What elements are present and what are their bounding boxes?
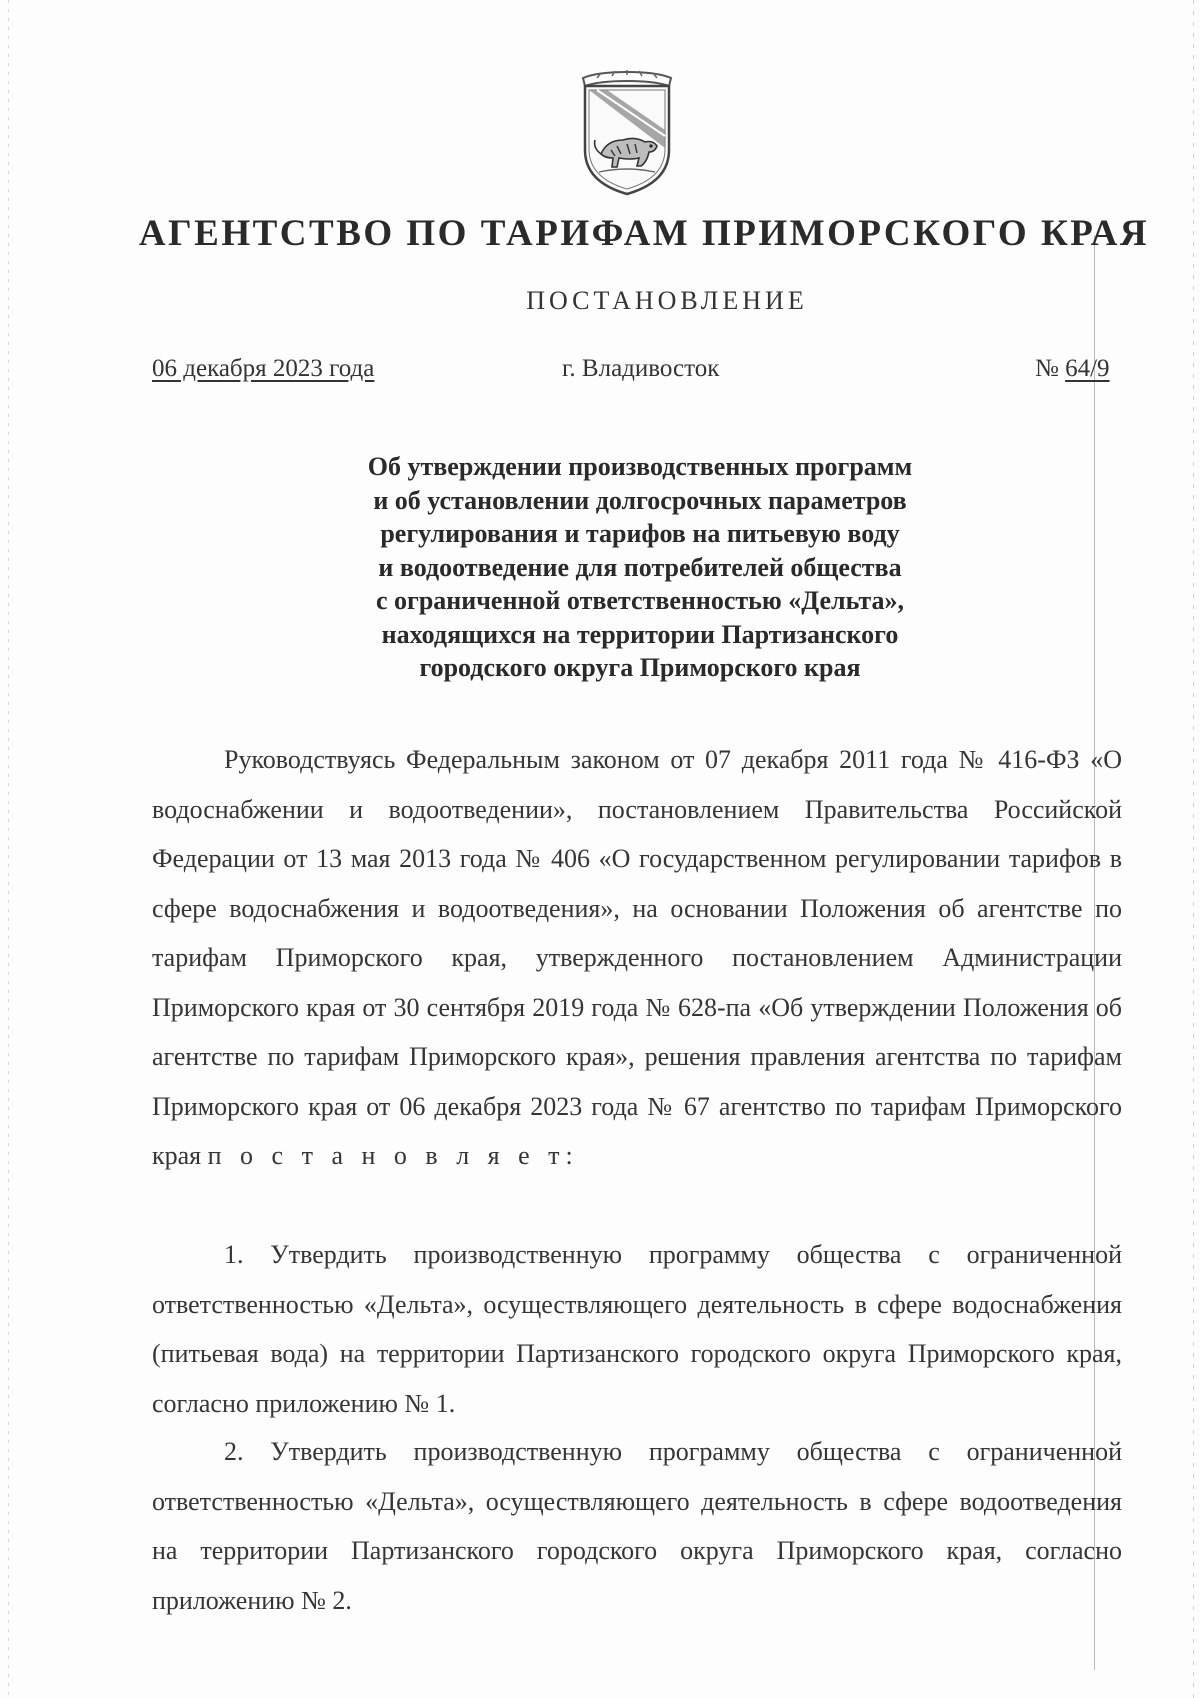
coat-of-arms-emblem	[577, 70, 677, 196]
number-value: 64/9	[1065, 355, 1110, 382]
document-type: ПОСТАНОВЛЕНИЕ	[526, 286, 808, 315]
heading-line: находящихся на территории Партизанского	[381, 619, 899, 649]
number-prefix: №	[1035, 355, 1066, 382]
heading-line: городского округа Приморского края	[419, 653, 861, 682]
document-city: г. Владивосток	[562, 355, 720, 382]
document-heading	[300, 450, 980, 685]
heading-line: регулирования и тарифов на питьевую воду	[380, 519, 900, 548]
preamble-paragraph	[152, 735, 1122, 1181]
agency-title: АГЕНТСТВО ПО ТАРИФАМ ПРИМОРСКОГО КРАЯ	[138, 213, 1150, 254]
item-1-paragraph: 1. Утвердить производственную программу общества с ограниченной ответственностью «Дельта», осуществляющего деятельность в сфере водоснабжения (питьевая вода) на территории Партизанского городского округа Приморского края, согласно приложению № 1.	[152, 1240, 1122, 1418]
document-number	[1035, 355, 1110, 383]
heading-line: и водоотведение для потребителей общества	[378, 552, 902, 582]
heading-line: с ограниченной ответственностью «Дельта»,	[376, 586, 904, 615]
heading-line: Об утверждении производственных программ	[367, 452, 913, 481]
decree-verb: п о с т а н о в л я е т:	[207, 1141, 579, 1170]
preamble-text: Руководствуясь Федеральным законом от 07 декабря 2011 года № 416-ФЗ «О водоснабжении и водоотведении», постановлением Правительства Российской Федерации от 13 мая 2013 года № 406 «О государственном регулировании тарифов в сфере водоснабжения и водоотведения», на основании Положения об агентстве по тарифам Приморского края, утвержденного постановлением Администрации Приморского края от 30 сентября 2019 года № 628-па «Об утверждении Положения об агентстве по тарифам Приморского края», решения правления агентства по тарифам Приморского края от 06 декабря 2023 года № 67 агентство по тарифам Приморского края	[152, 745, 1122, 1170]
item-2-paragraph: 2. Утвердить производственную программу общества с ограниченной ответственностью «Дельта», осуществляющего деятельность в сфере водоотведения на территории Партизанского городского округа Приморского края, согласно приложению № 2.	[152, 1437, 1122, 1615]
heading-line: и об установлении долгосрочных параметров	[373, 485, 907, 515]
document-date: 06 декабря 2023 года	[152, 355, 375, 382]
